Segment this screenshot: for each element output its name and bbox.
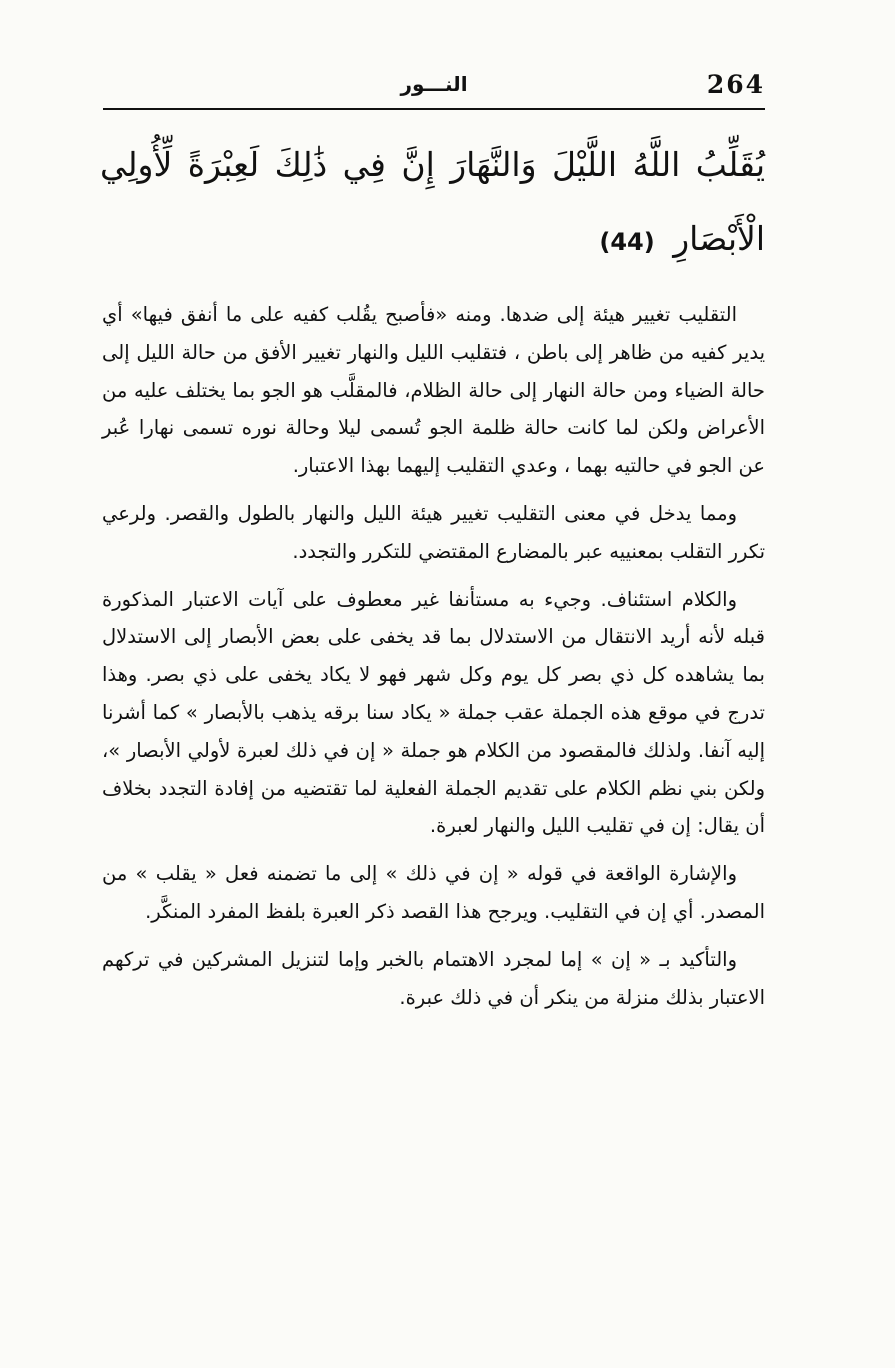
paragraph: والكلام استئناف. وجيء به مستأنفا غير معطوف على آيات الاعتبار المذكورة قبله لأنه أريد الانتقال من الاستدلال بما قد يخفى على بعض الأبصار إلى الاستدلال بما يشاهده كل ذي بصر كل يوم وكل شهر فهو لا يكاد يخفى على ذي بصر. وهذا تدرج في موقع هذه الجملة عقب جملة « يكاد سنا برقه يذهب بالأبصار » كما أشرنا إليه آنفا. ولذلك فالمقصود من الكلام هو جملة « إن في ذلك لعبرة لأولي الأبصار »، ولكن بني نظم الكلام على تقديم الجملة الفعلية لما تقتضيه من إفادة التجدد بخلاف أن يقال: إن في تقليب الليل والنهار لعبرة. bbox=[102, 587, 765, 838]
quran-verse bbox=[100, 128, 765, 279]
running-title: النـــور bbox=[400, 72, 468, 96]
page-header bbox=[103, 62, 765, 110]
verse-text: يُقَلِّبُ اللَّهُ اللَّيْلَ وَالنَّهَارَ إِنَّ فِي ذَٰلِكَ لَعِبْرَةً لِّأُولِي الْأَبْصَارِ bbox=[100, 145, 765, 258]
commentary-body bbox=[102, 296, 765, 1026]
page-number: 264 bbox=[706, 70, 765, 99]
verse-number: (44) bbox=[599, 228, 655, 256]
paragraph: التقليب تغيير هيئة إلى ضدها. ومنه «فأصبح يقُلب كفيه على ما أنفق فيها» أي يدير كفيه من ظاهر إلى باطن ، فتقليب الليل والنهار تغيير الأفق من حالة الليل إلى حالة الضياء ومن حالة النهار إلى حالة الظلام، فالمقلَّب هو الجو بما يختلف عليه من الأعراض ولكن لما كانت حالة ظلمة الجو تُسمى ليلا وحالة نوره تسمى نهارا عُبر عن الجو في حالتيه بهما ، وعدي التقليب إليهما بهذا الاعتبار. bbox=[102, 303, 765, 478]
paragraph: والتأكيد بـ « إن » إما لمجرد الاهتمام بالخبر وإما لتنزيل المشركين في تركهم الاعتبار بذلك منزلة من ينكر أن في ذلك عبرة. bbox=[102, 947, 765, 1009]
paragraph: والإشارة الواقعة في قوله « إن في ذلك » إلى ما تضمنه فعل « يقلب » من المصدر. أي إن في التقليب. ويرجح هذا القصد ذكر العبرة بلفظ المفرد المنكَّر. bbox=[102, 862, 765, 923]
paragraph: ومما يدخل في معنى التقليب تغيير هيئة الليل والنهار بالطول والقصر. ولرعي تكرر التقلب بمعنييه عبر بالمضارع المقتضي للتكرر والتجدد. bbox=[102, 501, 765, 563]
